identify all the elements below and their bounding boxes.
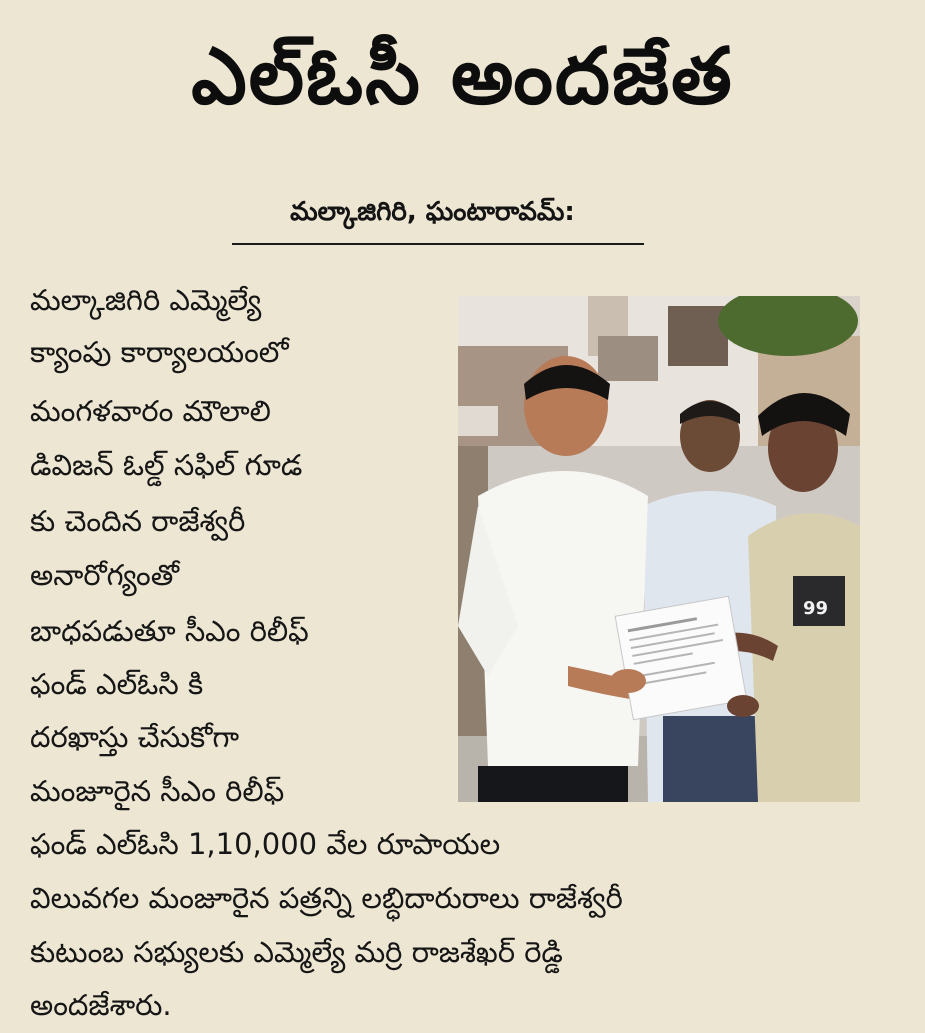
body-line: ఫండ్ ఎల్ఓసి 1,10,000 వేల రూపాయల: [30, 827, 501, 861]
dateline: మల్కాజిగిరి, ఘంటారావమ్:: [290, 197, 575, 227]
handing-hand: [610, 669, 646, 693]
body-line: మంజూరైన సీఎం రిలీఫ్: [30, 774, 285, 808]
body-line: విలువగల మంజూరైన పత్రన్ని లబ్ధిదారురాలు రాజేశ్వరీ: [30, 881, 623, 915]
body-line: బాధపడుతూ సీఎం రిలీఫ్: [30, 614, 309, 648]
body-line: మంగళవారం మౌలాలి: [30, 394, 271, 428]
window: [668, 306, 728, 366]
photo-illustration: [458, 296, 860, 802]
body-line: డివిజన్ ఓల్డ్ సఫిల్ గూడ: [30, 448, 303, 482]
headline: ఎల్ఓసీ అందజేత: [191, 32, 734, 122]
person-right-shirt: [748, 513, 860, 802]
shirt-number: 99: [803, 598, 829, 619]
body-line: క్యాంపు కార్యాలయంలో: [30, 335, 289, 369]
body-line: అనారోగ్యంతో: [30, 558, 180, 592]
body-line: మల్కాజిగిరి ఎమ్మెల్యే: [30, 283, 262, 317]
dateline-underline: [232, 243, 644, 245]
document-paper: [615, 596, 746, 719]
body-line: కు చెందిన రాజేశ్వరీ: [30, 504, 246, 538]
person-left-trousers: [478, 766, 628, 802]
person-center-jeans: [663, 716, 763, 802]
balcony: [598, 336, 658, 381]
news-photo: [458, 296, 860, 802]
body-line: దరఖాస్తు చేసుకోగా: [30, 720, 240, 754]
loc-document: [615, 596, 746, 719]
receiving-hand: [727, 695, 759, 717]
body-line: కుటుంబ సభ్యులకు ఎమ్మెల్యే మర్రి రాజశేఖర్ రెడ్డి: [30, 935, 563, 969]
body-line: ఫండ్ ఎల్ఓసి కి: [30, 667, 204, 701]
ac-unit: [458, 406, 498, 436]
body-line: అందజేశారు.: [30, 988, 172, 1022]
